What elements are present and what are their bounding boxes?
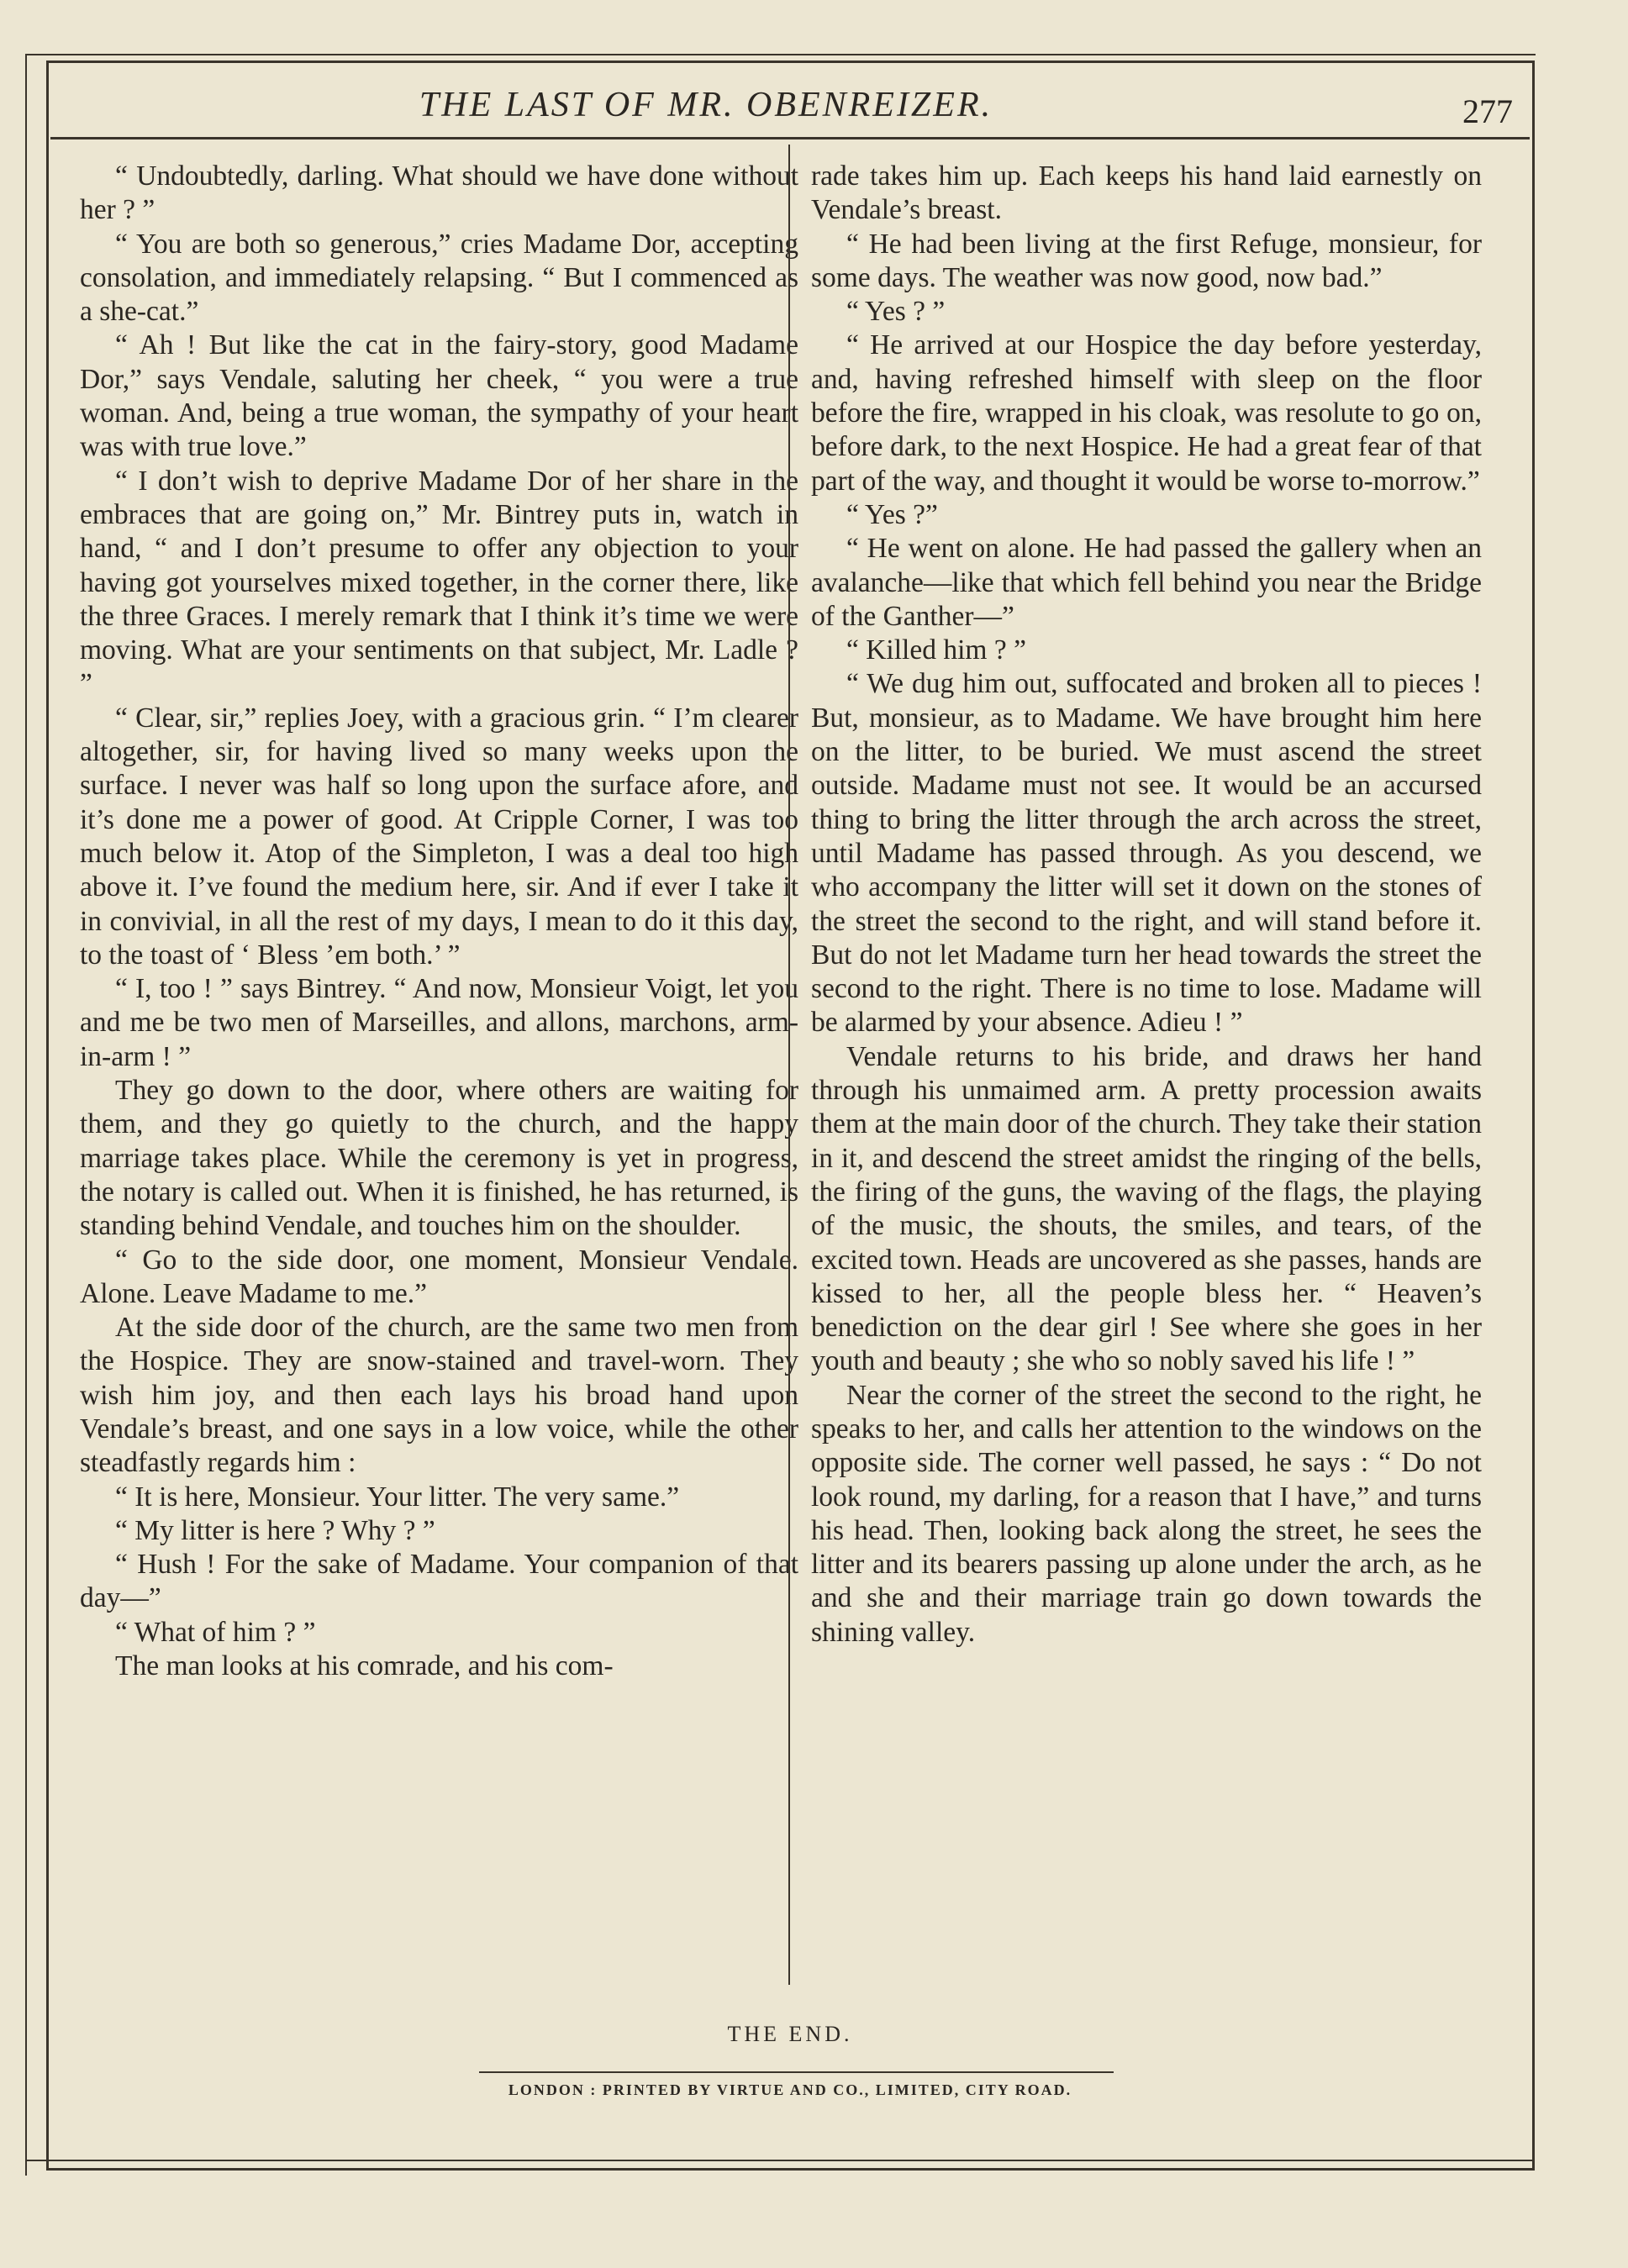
paragraph: “ Ah ! But like the cat in the fairy-story, good Madame Dor,” says Vendale, saluting her cheek, “ you were a true woman. And, being a true woman, the sympathy of your heart was with true love.” xyxy=(80,329,798,463)
paragraph: “ I don’t wish to deprive Madame Dor of her share in the embraces that are going on,” Mr. Bintrey puts in, watch in hand, “ and I don’t presume to offer any objection to your having got yourselves mixed together, in the corner there, like the three Graces. I merely remark that I think it’s time we were moving. What are your sentiments on that subject, Mr. Ladle ? ” xyxy=(80,465,798,700)
bottom-rule xyxy=(25,2160,1534,2161)
imprint-rule xyxy=(479,2071,1114,2073)
paragraph: “ My litter is here ? Why ? ” xyxy=(115,1514,435,1546)
paragraph: “ Clear, sir,” replies Joey, with a gracious grin. “ I’m clearer altogether, sir, for having lived so many weeks upon the surface. I never was half so long upon the surface afore, and it’s done me a power of good. At Cripple Corner, I was too much below it. Atop of the Simpleton, I was a deal too high above it. I’ve found the medium here, sir. And if ever I take it in convivial, in all the rest of my days, I mean to do it this day, to the toast of ‘ Bless ’em both.’ ” xyxy=(80,702,798,971)
paragraph: The man looks at his comrade, and his com- xyxy=(115,1650,614,1682)
paragraph: Near the corner of the street the second to the right, he speaks to her, and calls her attention to the windows on the opposite side. The corner well passed, he says : “ Do not look round, my darling, for a reason that I have,” and turns his head. Then, looking back along the street, he sees the litter and its bearers passing up alone under the arch, as he and she and their marriage train go down towards the shining valley. xyxy=(811,1379,1482,1648)
paragraph: “ He had been living at the first Refuge, monsieur, for some days. The weather was now good, now bad.” xyxy=(811,228,1482,293)
paragraph: “ Hush ! For the sake of Madame. Your companion of that day—” xyxy=(80,1549,798,1614)
printer-imprint: LONDON : PRINTED BY VIRTUE AND CO., LIMITED, CITY ROAD. xyxy=(508,2081,1072,2098)
paragraph: “ He arrived at our Hospice the day before yesterday, and, having refreshed himself with sleep on the floor before the fire, wrapped in his cloak, was resolute to go on, before dark, to the next Hospice. He had a great fear of that part of the way, and thought it would be worse to-morrow.” xyxy=(811,329,1482,497)
paragraph: “ It is here, Monsieur. Your litter. The very same.” xyxy=(115,1481,680,1513)
paragraph: “ Yes ? ” xyxy=(846,296,946,328)
paragraph: “ You are both so generous,” cries Madame Dor, accepting consolation, and immediately relapsing. “ But I commenced as a she-cat.” xyxy=(80,228,798,328)
column-divider xyxy=(788,145,790,1985)
paragraph: They go down to the door, where others are waiting for them, and they go quietly to the church, and the happy marriage takes place. While the ceremony is yet in progress, the notary is called out. When it is finished, he has returned, is standing behind Vendale, and touches him on the shoulder. xyxy=(80,1075,798,1242)
paragraph: “ Killed him ? ” xyxy=(846,634,1026,666)
paragraph: “ We dug him out, suffocated and broken all to pieces ! But, monsieur, as to Madame. We have brought him here on the litter, to be buried. We must ascend the street outside. Madame must not see. It would be an accursed thing to bring the litter through the arch across the street, until Madame has passed through. As you descend, we who accompany the litter will set it down on the stones of the street the second to the right, and will stand before it. But do not let Madame turn her head towards the street the second to the right. There is no time to lose. Madame will be alarmed by your absence. Adieu ! ” xyxy=(811,668,1482,1039)
paragraph: “ Yes ?” xyxy=(846,498,938,530)
left-column xyxy=(80,160,798,1683)
paragraph: At the side door of the church, are the same two men from the Hospice. They are snow-stained and travel-worn. They wish him joy, and then each lays his broad hand upon Vendale’s breast, and one says in a low voice, while the other steadfastly regards him : xyxy=(80,1312,798,1479)
right-column xyxy=(811,160,1482,1650)
paragraph: rade takes him up. Each keeps his hand laid earnestly on Vendale’s breast. xyxy=(811,160,1482,226)
paragraph: Vendale returns to his bride, and draws her hand through his unmaimed arm. A pretty procession awaits them at the main door of the church. They take their station in it, and descend the street amidst the ringing of the bells, the firing of the guns, the waving of the flags, the playing of the music, the shouts, the smiles, and tears, of the excited town. Heads are uncovered as she passes, hands are kissed to her, all the people bless her. “ Heaven’s benediction on the dear girl ! See where she goes in her youth and beauty ; she who so nobly saved his life ! ” xyxy=(811,1040,1482,1377)
paragraph: “ I, too ! ” says Bintrey. “ And now, Monsieur Voigt, let you and me be two men of Marseilles, and allons, marchons, arm-in-arm ! ” xyxy=(80,973,798,1072)
running-title: THE LAST OF MR. OBENREIZER. xyxy=(419,86,993,124)
paragraph: “ Go to the side door, one moment, Monsieur Vendale. Alone. Leave Madame to me.” xyxy=(80,1244,798,1309)
the-end-label: THE END. xyxy=(727,2022,853,2046)
page-number: 277 xyxy=(1462,92,1513,130)
running-header xyxy=(50,80,1530,139)
paragraph: “ Undoubtedly, darling. What should we have done without her ? ” xyxy=(80,160,798,226)
paragraph: “ He went on alone. He had passed the gallery when an avalanche—like that which fell behind you near the Bridge of the Ganther—” xyxy=(811,533,1482,632)
header-rule xyxy=(50,137,1530,139)
paragraph: “ What of him ? ” xyxy=(115,1616,316,1648)
